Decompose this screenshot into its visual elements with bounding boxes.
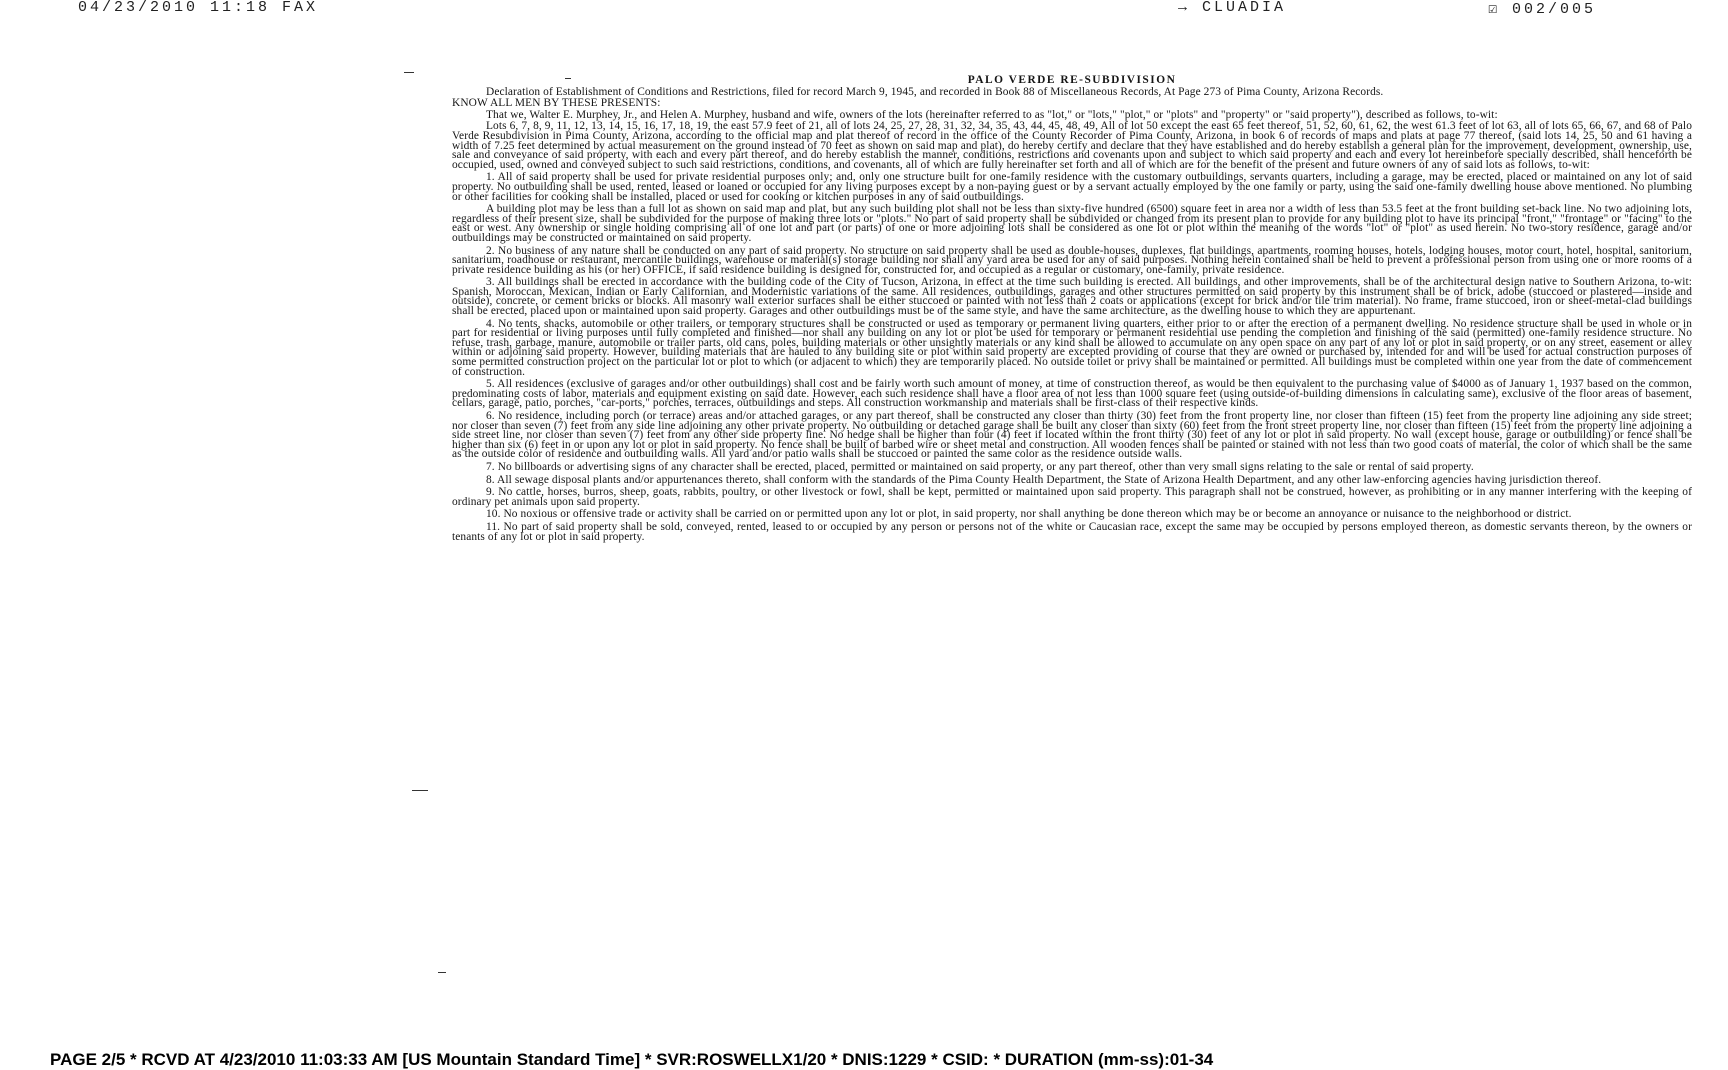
deed-document bbox=[452, 76, 1692, 545]
know-all-heading: KNOW ALL MEN BY THESE PRESENTS: bbox=[452, 97, 661, 110]
fax-header bbox=[0, 0, 1728, 22]
fax-recipient: → CLUADIA bbox=[1178, 0, 1287, 16]
restriction-paragraph: 4. No tents, shacks, automobile or other trailers, or temporary structures shall be constructed or used as temporary or permanent living quarters, either prior to or after the erection of a permanent dwelling. No residence structure shall be used in whole or in part for residential or living purposes until fully completed and finished—nor shall any building on any lot or plot be used for temporary or permanent residential use pending the completion and finishing of the said (permitted) one-family residence structure. No refuse, trash, garbage, manure, automobile or trailer parts, old cans, poles, building materials or other unsightly materials or any kind shall be allowed to accumulate on any open space on any part of any lot or plot in said property, or on any street, easement or alley within or adjoining said property. However, building materials that are hauled to any building site or plot within said property are excepted providing of course that they are owned or purchased by, intended for and will be used for actual construction purposes of some permitted construction project on the particular lot or plot to which (or adjacent to which) they are temporarily placed. No outside toilet or privy shall be maintained or permitted. All buildings must be completed within one year from the date of commencement of construction. bbox=[452, 317, 1692, 378]
lots-paragraph: Lots 6, 7, 8, 9, 11, 12, 13, 14, 15, 16, 17, 18, 19, the east 57.9 feet of 21, all of lots 24, 25, 27, 28, 31, 32, 34, 35, 43, 44, 45, 48, 49, All of lot 50 except the east 65 feet thereof, 51, 52, 60, 61, 62, the west 61.3 feet of lot 63, all of lots 65, 66, 67, and 68 of Palo Verde Resubdivision in Pima County, Arizona, according to the official map and plat thereof of record in the office of the County Recorder of Pima County, Arizona, in book 6 of records of maps and plats at page 77 thereof, (said lots 14, 25, 50 and 61 having a width of 7.25 feet determined by actual measurement on the ground instead of 70 feet as shown on said map and plat), do hereby certify and declare that they have established and do hereby establish a general plan for the improvement, development, ownership, use, sale and conveyance of said property, with each and every part thereof, and do hereby establish the manner, conditions, restrictions and covenants upon and subject to which said property and each and every lot hereinbefore specially described, shall henceforth be occupied, used, owned and conveyed subject to such said restrictions, conditions, and covenants, all of which are fully hereinafter set forth and all of which are for the benefit of the present and future owners of any of said lots as follows, to-wit: bbox=[452, 120, 1692, 171]
restriction-paragraph: 3. All buildings shall be erected in accordance with the building code of the City of Tucson, Arizona, in effect at the time such building is erected. All buildings, and other improvements, shall be of the architectural design native to Southern Arizona, to-wit: Spanish, Moroccan, Mexican, Indian or Early Californian, and Modernistic variations of the same. All residences, outbuildings, garages and other structures permitted on said property by this instrument shall be of brick, adobe (stuccoed or plastered—inside and outside), concrete, or cement bricks or blocks. All masonry wall exterior surfaces shall be either stuccoed or painted with not less than 2 coats or applications (except for brick and/or tile trim material). No frame, frame stuccoed, iron or sheet-metal-clad buildings shall be erected, placed upon or maintained upon said property. Garages and other outbuildings must be of the same style, and have the same architecture, as the dwelling house to which they are appurtenant. bbox=[452, 276, 1692, 318]
fax-page-count: ☑ 002/005 bbox=[1488, 1, 1597, 18]
scan-speck bbox=[404, 72, 414, 73]
restriction-paragraph: 1. All of said property shall be used for private residential purposes only; and, only one structure built for one-family residence with the customary outbuildings, servants quarters, including a garage, may be erected, placed or maintained on any lot of said property. No outbuilding shall be used, rented, leased or loaned or occupied for any living purposes except by a non-paying guest or by a servant actually employed by the one family or party, using the said one-family dwelling house above mentioned. No plumbing or other facilities for cooking shall be installed, placed or used for cooking or kitchen purposes in any of said outbuildings. bbox=[452, 171, 1692, 203]
restriction-paragraph: 6. No residence, including porch (or terrace) areas and/or attached garages, or any part thereof, shall be constructed any closer than thirty (30) feet from the front property line, nor closer than fifteen (15) feet from the property line adjoining any side street; nor closer than seven (7) feet from any side line adjoining any other private property. No outbuilding or detached garage shall be built any closer than sixty (60) feet from the front street property line, nor closer than fifteen (15) feet from the property line adjoining a side street line, nor closer than seven (7) feet from any other side property line. No hedge shall be higher than four (4) feet if located within the front thirty (30) feet of any lot or plot in said property. No wall (except house, garage or outbuilding) or fence shall be higher than six (6) feet in or upon any lot or plot in said property. No fence shall be built of barbed wire or sheet metal and construction. All wooden fences shall be painted or stained with not less than two good coats of material, the color of which shall be the same as the outside color of residence and outbuilding walls. All yard and/or patio walls shall be stuccoed or painted the same color as the residence outside walls. bbox=[452, 410, 1692, 461]
scan-speck bbox=[438, 972, 446, 973]
document-title: PALO VERDE RE-SUBDIVISION bbox=[967, 74, 1177, 86]
intro-paragraph: Declaration of Establishment of Conditions and Restrictions, filed for record March 9, 1945, and recorded in Book 88 of Miscellaneous Records, At Page 273 of Pima County, Arizona Records. bbox=[486, 85, 1384, 98]
restriction-paragraph: 5. All residences (exclusive of garages and/or other outbuildings) shall cost and be fairly worth such amount of money, at time of construction thereof, as would be then equivalent to the purchasing value of $4000 as of January 1, 1937 based on the common, predominating costs of labor, materials and equipment existing on said date. However, each such residence shall have a floor area of not less than 1000 square feet (using outside-of-building dimensions in calculating same), exclusive of the floor areas of basement, cellars, garage, patio, porches, "car-ports," porches, terraces, outbuildings and steps. All construction workmanship and materials shall be first-class of their respective kinds. bbox=[452, 378, 1692, 410]
restriction-paragraph: 9. No cattle, horses, burros, sheep, goats, rabbits, poultry, or other livestock or fowl, shall be kept, permitted or maintained upon said property. This paragraph shall not be construed, however, as prohibiting or in any manner interfering with the keeping of ordinary pet animals upon said property. bbox=[452, 486, 1692, 508]
restriction-paragraph: 2. No business of any nature shall be conducted on any part of said property. No structure on said property shall be used as double-houses, duplexes, flat buildings, apartments, rooming houses, hotels, lodging houses, motor court, hotel, hospital, sanitorium, sanitarium, roadhouse or restaurant, mercantile buildings, warehouse or material(s) storage building nor shall any yard area be used for any of said purposes. Nothing herein contained shall be held to prevent a professional person from using one or more rooms of a private residence building as his (or her) OFFICE, if said residence building is designed for, constructed for, and occupied as a regular or customary, one-family, private residence. bbox=[452, 244, 1692, 276]
scan-speck bbox=[412, 790, 428, 791]
restriction-paragraph: 7. No billboards or advertising signs of any character shall be erected, placed, permitted or maintained on said property, or any part thereof, other than very small signs relating to the sale or rental of said property. bbox=[486, 460, 1474, 473]
restriction-paragraph: 11. No part of said property shall be sold, conveyed, rented, leased to or occupied by any person or persons not of the white or Caucasian race, except the same may be occupied by persons employed thereon, as domestic servants thereon, by the owners or tenants of any lot or plot in said property. bbox=[452, 520, 1692, 543]
restriction-paragraph: A building plot may be less than a full lot as shown on said map and plat, but any such building plot shall not be less than sixty-five hundred (6500) square feet in area nor a width of less than 53.5 feet at the front building set-back line. No two adjoining lots, regardless of their present size, shall be subdivided for the purpose of making three lots or "plots." No part of said property shall be subdivided or changed from its present plan to provide for any building plot to have its principal "front," "frontage" or "facing" to the east or west. Any ownership or single holding comprising all of one lot and part (or parts) of one or more adjoining lots shall be considered as one lot or plot within the meaning of the words "lot" or "plot" as used herein. No two-story residence, garage and/or outbuildings may be constructed or maintained on said property. bbox=[452, 203, 1692, 244]
restriction-paragraph: 8. All sewage disposal plants and/or appurtenances thereto, shall conform with the standards of the Pima County Health Department, the State of Arizona Health Department, and any other law-enforcing agencies having jurisdiction thereof. bbox=[486, 473, 1602, 486]
fax-receipt-footer: PAGE 2/5 * RCVD AT 4/23/2010 11:03:33 AM [US Mountain Standard Time] * SVR:ROSWELLX1/20 * DNIS:1229 * CSID: * DURATION (mm-ss):01-34 bbox=[50, 1050, 1214, 1069]
owners-paragraph: That we, Walter E. Murphey, Jr., and Helen A. Murphey, husband and wife, owners of the lots (hereinafter referred to as "lot," or "lots," "plot," or "plots" and "property" or "said property"), described as follows, to-wit: bbox=[486, 108, 1498, 121]
restriction-paragraph: 10. No noxious or offensive trade or activity shall be carried on or permitted upon any lot or plot, in said property, nor shall anything be done thereon which may be or become an annoyance or nuisance to the neighborhood or district. bbox=[486, 508, 1572, 521]
fax-datetime: 04/23/2010 11:18 FAX bbox=[78, 0, 319, 16]
